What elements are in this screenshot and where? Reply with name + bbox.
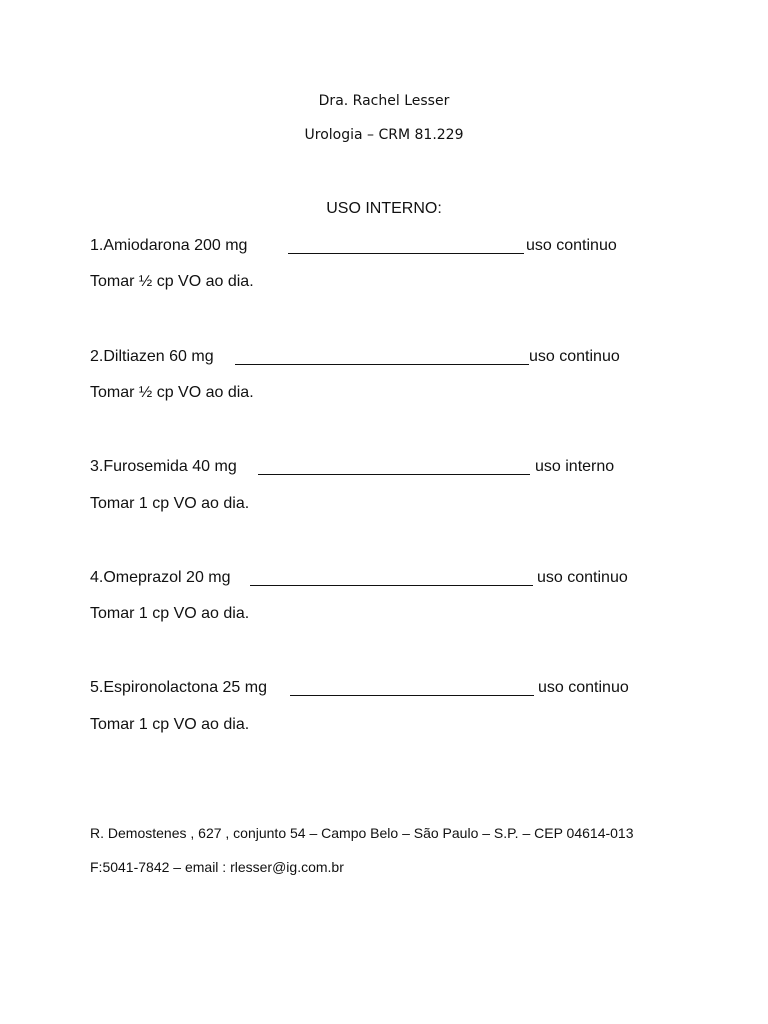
medication-usage: uso continuo — [529, 348, 620, 365]
prescription-instruction-2: Tomar ½ cp VO ao dia. — [90, 384, 254, 401]
prescription-item-2 — [90, 347, 650, 367]
prescription-instruction-1: Tomar ½ cp VO ao dia. — [90, 273, 254, 290]
medication-usage: uso interno — [535, 458, 615, 475]
footer-contact: F:5041-7842 – email : rlesser@ig.com.br — [90, 859, 344, 875]
doctor-name: Dra. Rachel Lesser — [318, 93, 450, 109]
section-title: USO INTERNO: — [326, 200, 442, 217]
medication-name: 5.Espironolactona 25 mg — [90, 679, 267, 696]
medication-name: 1.Amiodarona 200 mg — [90, 237, 248, 254]
medication-line — [258, 474, 530, 475]
medication-name: 3.Furosemida 40 mg — [90, 458, 237, 475]
footer-address: R. Demostenes , 627 , conjunto 54 – Campo Belo – São Paulo – S.P. – CEP 04614-013 — [90, 825, 634, 841]
medication-usage: uso continuo — [526, 237, 617, 254]
medication-line — [288, 253, 524, 254]
medication-name: 4.Omeprazol 20 mg — [90, 569, 231, 586]
medication-usage: uso continuo — [538, 679, 629, 696]
medication-name: 2.Diltiazen 60 mg — [90, 348, 214, 365]
medication-line — [290, 695, 534, 696]
medication-line — [235, 364, 529, 365]
prescription-instruction-5: Tomar 1 cp VO ao dia. — [90, 716, 250, 733]
medication-line — [250, 585, 533, 586]
prescription-instruction-3: Tomar 1 cp VO ao dia. — [90, 495, 250, 512]
medication-usage: uso continuo — [537, 569, 628, 586]
prescription-item-1 — [90, 236, 650, 256]
prescription-item-4 — [90, 568, 650, 588]
prescription-instruction-4: Tomar 1 cp VO ao dia. — [90, 605, 250, 622]
prescription-item-5 — [90, 678, 650, 698]
prescription-item-3 — [90, 457, 650, 477]
doctor-specialty: Urologia – CRM 81.229 — [304, 127, 464, 143]
